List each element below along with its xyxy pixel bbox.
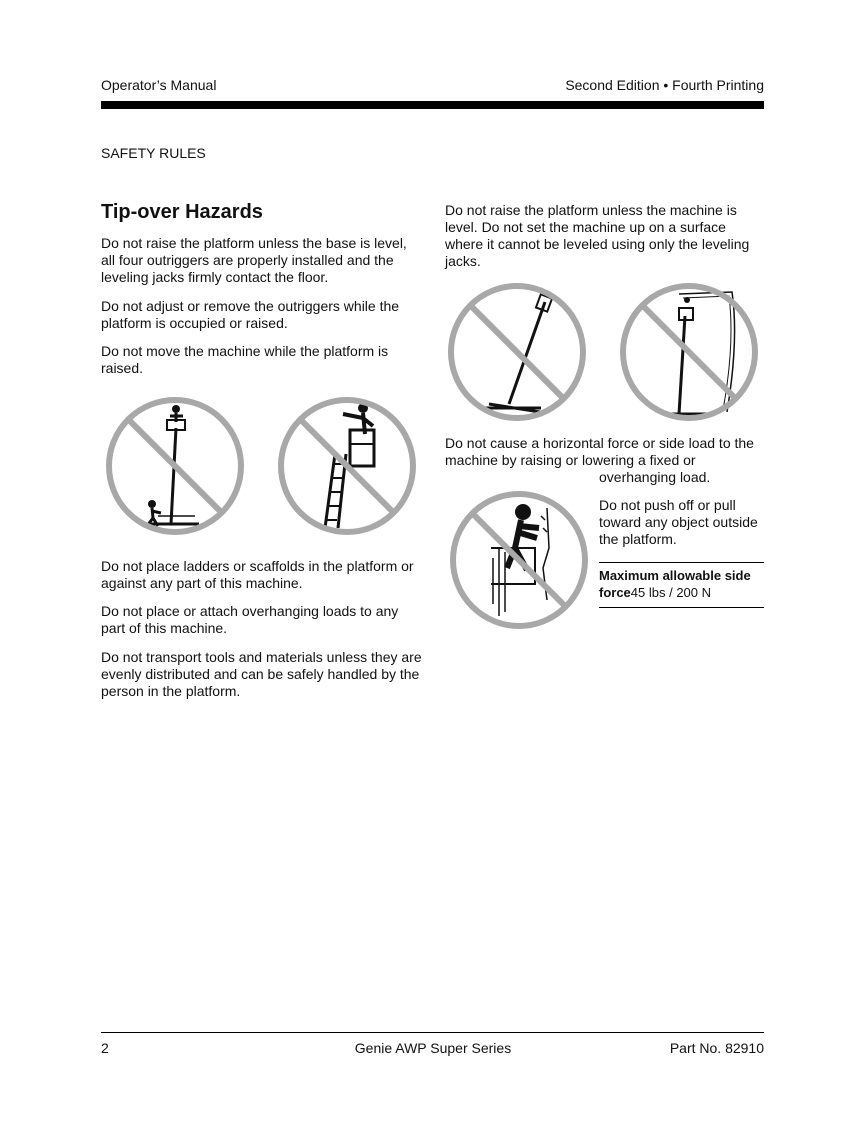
spec-value: 45 lbs / 200 N — [630, 585, 712, 600]
section-label: SAFETY RULES — [101, 145, 206, 161]
side-force-spec — [599, 562, 764, 608]
header-edition: Second Edition • Fourth Printing — [565, 77, 764, 93]
paragraph-machine-level: Do not raise the platform unless the machine is level. Do not set the machine up on a surface where it cannot be leveled using only the leveling jacks. — [445, 202, 750, 269]
prohibited-tilted-lift-icon — [445, 280, 589, 424]
prohibited-overhang-load-icon — [617, 280, 761, 424]
page-number: 2 — [101, 1040, 109, 1056]
prohibited-ladder-icon — [275, 394, 419, 538]
page-title: Tip-over Hazards — [101, 201, 263, 223]
paragraph-horizontal-force: Do not cause a horizontal force or side load to the machine by raising or lowering a fixed or — [445, 435, 754, 468]
paragraph-ladders: Do not place ladders or scaffolds in the platform or against any part of this machine. — [101, 558, 414, 591]
header-rule — [101, 101, 764, 109]
header-manual-title: Operator’s Manual — [101, 77, 217, 93]
spec-label: Maximum allowable side force — [599, 568, 751, 600]
paragraph-tools-materials: Do not transport tools and materials unless they are evenly distributed and can be safely handled by the person in the platform. — [101, 649, 422, 699]
footer-rule — [101, 1032, 764, 1033]
paragraph-move-machine: Do not move the machine while the platform is raised. — [101, 343, 389, 376]
paragraph-push-pull: Do not push off or pull toward any object outside the platform. — [599, 497, 758, 547]
footer-part-number: Part No. 82910 — [669, 1040, 764, 1056]
prohibited-push-pull-icon — [447, 488, 591, 632]
paragraph-outriggers: Do not adjust or remove the outriggers while the platform is occupied or raised. — [101, 298, 400, 331]
footer-series: Genie AWP Super Series — [354, 1040, 512, 1056]
paragraph-base-level: Do not raise the platform unless the base is level, all four outriggers are properly installed and the leveling jacks firmly contact the floor. — [101, 235, 407, 285]
paragraph-overhanging-load-cont: overhanging load. — [599, 469, 711, 485]
paragraph-overhanging-loads: Do not place or attach overhanging loads to any part of this machine. — [101, 603, 399, 636]
prohibited-lift-raised-icon — [103, 394, 247, 538]
